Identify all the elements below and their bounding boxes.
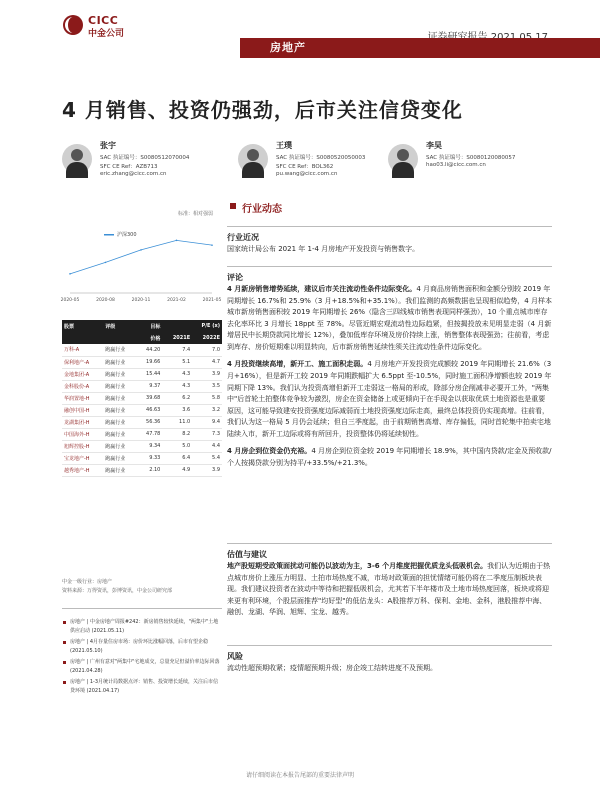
data-point (176, 240, 178, 242)
table-row (62, 380, 222, 392)
legend-label: 沪深300 (117, 232, 137, 238)
legend-swatch (104, 234, 114, 236)
col-subheader: 价格 (137, 332, 163, 344)
analyst-name: 王璞 (276, 141, 292, 150)
table-cell: 跑赢行业 (103, 404, 137, 416)
avatar (62, 144, 92, 174)
stock-name-cell[interactable]: 保利地产-A (62, 356, 103, 368)
logo-text-en: CICC (88, 14, 119, 27)
table-cell: 9.33 (137, 452, 163, 464)
risk-block (227, 645, 552, 675)
analyst-sac: SAC 执证编号：S0080120080057 (426, 155, 516, 161)
table-row (62, 344, 222, 356)
x-tick-label: 2021-02 (167, 298, 186, 303)
analyst-email[interactable]: pu.wang@cicc.com.cn (276, 171, 338, 177)
subsection-heading: 风险 (227, 645, 552, 663)
table-cell: 6.2 (162, 392, 192, 404)
table-cell: 5.0 (162, 440, 192, 452)
analyst-card (62, 140, 232, 190)
related-report-link[interactable]: 房地产 | 广州有意对"两集中"宅地成交，总量充足但溢价率边际回落 (2021.04.28) (62, 658, 222, 676)
table-cell: 3.5 (192, 380, 222, 392)
table-cell: 跑赢行业 (103, 380, 137, 392)
stock-performance-chart (60, 218, 222, 308)
col-header: P/E (x) (162, 320, 222, 332)
paragraph: 国家统计局公布 2021 年 1-4 月房地产开发投资与销售数字。 (227, 245, 420, 254)
table-cell: 跑赢行业 (103, 464, 137, 476)
analyst-card (238, 140, 408, 190)
table-cell: 2.10 (137, 464, 163, 476)
table-cell: 跑赢行业 (103, 392, 137, 404)
stock-name-cell[interactable]: 华润置地-H (62, 392, 103, 404)
lead-sentence: 4 月房企到位资金仍充裕。 (227, 447, 312, 456)
data-point (140, 249, 142, 251)
subsection-heading: 行业近况 (227, 226, 552, 244)
table-cell: 7.4 (162, 344, 192, 356)
stock-name-cell[interactable]: 金地集团-A (62, 368, 103, 380)
stock-rating-table (62, 320, 222, 477)
table-row (62, 404, 222, 416)
paragraph-body: 4 月房地产开发投资完成额较 2019 年同期增长 21.6%（3 月+16%），但是新开工较 2019 年同期跌幅扩大 6.5ppt 至-10.5%，同时施工面积净增额也较 2019 年同期下降 13%。我们认为投资高增但新开工走弱这一格局的形成，除部分房企削减非必要开工外，"两集中"后首轮土拍整体竞争较为激烈，房企在资金储备上或更倾向于在手现金以获取优质土地资源也是重要原因，这可能导致建安投资强度边际减弱而土地投资强度边际走高，最终总体投资仍实现高增。往前看，我们认为这一格局 5 月仍会延续；但自三季度起，由于前期销售高增、库存偏低，同时首轮集中拍卖宅地陆续入市，新开工边际或将有所回升，投资整体仍将延续韧性。 (227, 360, 552, 438)
footer-disclaimer[interactable]: 请仔细阅读在本报告尾部的重要法律声明 (245, 772, 354, 779)
table-cell: 跑赢行业 (103, 416, 137, 428)
section-title: 行业动态 (242, 204, 282, 215)
col-subheader (62, 332, 103, 344)
paragraph: 流动性超预期收紧；疫情超预期升级；房企竣工结转进度不及预期。 (227, 664, 437, 673)
stock-name-cell[interactable]: 宝龙地产-H (62, 452, 103, 464)
table-cell: 3.9 (192, 368, 222, 380)
analyst-email[interactable]: hao03.li@cicc.com.cn (426, 162, 486, 168)
section-marker-icon (230, 203, 236, 209)
subsection-heading: 评论 (227, 266, 552, 284)
table-cell: 跑赢行业 (103, 428, 137, 440)
cicc-logo-icon (62, 14, 84, 36)
table-row (62, 356, 222, 368)
stock-name-cell[interactable]: 中国海外-H (62, 428, 103, 440)
recent-block (227, 226, 552, 256)
related-report-link[interactable]: 房地产 | 4月存量住房市场：房价环比涨幅回落，后市有望企稳 (2021.05.10) (62, 638, 222, 656)
report-title: 4 月销售、投资仍强劲，后市关注信贷变化 (62, 98, 463, 122)
table-cell: 7.0 (192, 344, 222, 356)
table-row (62, 368, 222, 380)
stock-name-cell[interactable]: 万科-A (62, 344, 103, 356)
table-cell: 5.8 (192, 392, 222, 404)
series-line (70, 240, 212, 274)
x-tick-label: 2020-05 (60, 298, 80, 303)
table-subheader-row (62, 332, 222, 344)
analyst-sac: SAC 执证编号：S0080520050003 (276, 155, 366, 161)
paragraph-body: 我们认为近期由于热点城市房价上涨压力明显、土拍市场热度不减，市场对政策面的担忧情绪可能仍将在二季度压制板块表现。我们建议投资者在波动中等待和把握低吸机会，尤其若下半年楼市及土地市场热度回落，板块或将迎来更有利环境，个股层面推荐"均好型"的低估龙头：A股推荐万科、保利、金地、金科，港股推荐中海、融创、龙湖、华润、旭辉、宝龙、越秀。 (227, 562, 551, 617)
table-cell: 4.3 (162, 380, 192, 392)
table-row (62, 416, 222, 428)
table-cell: 跑赢行业 (103, 452, 137, 464)
table-cell: 跑赢行业 (103, 440, 137, 452)
table-note-line: 中金一级行业：房地产 (62, 579, 113, 585)
table-cell: 3.6 (162, 404, 192, 416)
logo-text-cn: 中金公司 (88, 29, 125, 39)
table-cell: 3.9 (192, 464, 222, 476)
table-cell: 跑赢行业 (103, 368, 137, 380)
table-row (62, 428, 222, 440)
table-cell: 8.2 (162, 428, 192, 440)
analyst-name: 张宇 (100, 141, 116, 150)
table-cell: 3.2 (192, 404, 222, 416)
paragraph (227, 359, 552, 440)
table-row (62, 392, 222, 404)
lead-sentence: 地产股短期受政策面扰动可能仍以波动为主，3-6 个月维度把握优质龙头低吸机会。 (227, 562, 488, 571)
paragraph-body: 4 月房企到位资金较 2019 年同期增长 18.9%，其中国内贷款/定金及预收款/个人按揭贷款分别为持平/+33.5%/+21.3%。 (227, 447, 552, 467)
stock-name-cell[interactable]: 龙湖集团-H (62, 416, 103, 428)
table-row (62, 452, 222, 464)
table-cell: 6.4 (162, 452, 192, 464)
x-tick-label: 2020-11 (131, 298, 151, 303)
analyst-name: 李昊 (426, 141, 442, 150)
table-cell: 15.44 (137, 368, 163, 380)
table-cell: 44.20 (137, 344, 163, 356)
table-cell: 11.0 (162, 416, 192, 428)
col-subheader (103, 332, 137, 344)
table-row (62, 440, 222, 452)
data-point (211, 244, 213, 246)
table-note-line: 资料来源：万得资讯，彭博资讯，中金公司研究部 (62, 587, 173, 594)
table-cell: 7.3 (192, 428, 222, 440)
table-cell: 5.1 (162, 356, 192, 368)
table-cell: 9.37 (137, 380, 163, 392)
paragraph (227, 561, 552, 619)
col-header: 目标 (137, 320, 163, 332)
cicc-logo (62, 14, 142, 38)
table-cell: 5.4 (192, 452, 222, 464)
lead-sentence: 4 月新房销售增势延续，建议后市关注流动性条件边际变化。 (227, 285, 417, 294)
table-cell: 4.4 (192, 440, 222, 452)
comment-block (227, 266, 552, 469)
col-header: 股票 (62, 320, 103, 332)
x-tick-label: 2021-05 (202, 298, 222, 303)
table-cell: 19.66 (137, 356, 163, 368)
data-point (105, 262, 107, 264)
table-cell: 46.63 (137, 404, 163, 416)
table-cell: 4.3 (162, 368, 192, 380)
stock-name-cell[interactable]: 金科股份-A (62, 380, 103, 392)
x-tick-label: 2020-08 (96, 298, 115, 303)
sector-label: 房地产 (270, 41, 306, 54)
table-header-row (62, 320, 222, 332)
table-cell: 47.78 (137, 428, 163, 440)
table-cell: 9.4 (192, 416, 222, 428)
col-header: 评级 (103, 320, 137, 332)
table-cell: 跑赢行业 (103, 356, 137, 368)
chart-benchmark-label: 标准：相对强弱 (178, 211, 214, 217)
avatar (388, 144, 418, 174)
analyst-sfc: SFC CE Ref：BOL362 (276, 164, 334, 170)
table-cell: 4.9 (162, 464, 192, 476)
col-subheader: 2022E (192, 332, 222, 344)
table-cell: 56.36 (137, 416, 163, 428)
table-notes (62, 578, 172, 595)
related-report-link[interactable]: 房地产 | 1-3月统计局数据点评：销售、投资增长延续，关注后市信贷环境 (2021.04.17) (62, 678, 222, 696)
table-cell: 跑赢行业 (103, 344, 137, 356)
related-report-link[interactable]: 房地产 | 中金房地产周报#242：新房销售较快延续，"两集中"土地供应启动 (2021.05.11) (62, 618, 222, 636)
stock-name-cell[interactable]: 越秀地产-H (62, 464, 103, 476)
paragraph (227, 284, 552, 353)
table-cell: 4.7 (192, 356, 222, 368)
analyst-sac: SAC 执证编号：S0080512070004 (100, 155, 190, 161)
table-cell: 9.34 (137, 440, 163, 452)
paragraph-body: 4 月商品房销售面积和金额分别较 2019 年同期增长 16.7%和 25.9%（3 月+18.5%和+35.1%）。我们监测的高频数据也呈现相似趋势，4 月样本城市新房销售面积较 2019 年同期增长 26%（隐含三四线城市销售表现同样强劲），10 个重点城市库存去化率环比 3 月增长 18ppt 至 78%。尽管近期宏观流动性边际趋紧，但按揭投放未见明显走弱（4 月新增居民中长期贷款同比增长 12%），叠加低库存环境及房价持续上涨，销售整体表现强劲；往前看，考虑到库存、房价短期难以明显转向，后市新房销售延续性须关注流动性条件边际变化。 (227, 285, 552, 351)
stock-name-cell[interactable]: 融创中国-H (62, 404, 103, 416)
analyst-card (388, 140, 558, 190)
valuation-block (227, 543, 552, 619)
col-subheader: 2021E (162, 332, 192, 344)
subsection-heading: 估值与建议 (227, 543, 552, 561)
related-reports (62, 618, 222, 698)
data-point (69, 273, 71, 275)
table-cell: 39.68 (137, 392, 163, 404)
lead-sentence: 4 月投资继续高增，新开工、施工面积走弱。 (227, 360, 368, 369)
table-row (62, 464, 222, 476)
analyst-email[interactable]: eric.zhang@cicc.com.cn (100, 171, 167, 177)
paragraph (227, 446, 552, 469)
stock-name-cell[interactable]: 旭辉控股-H (62, 440, 103, 452)
analyst-sfc: SFC CE Ref：AZB713 (100, 164, 158, 170)
avatar (238, 144, 268, 174)
divider (62, 608, 222, 609)
